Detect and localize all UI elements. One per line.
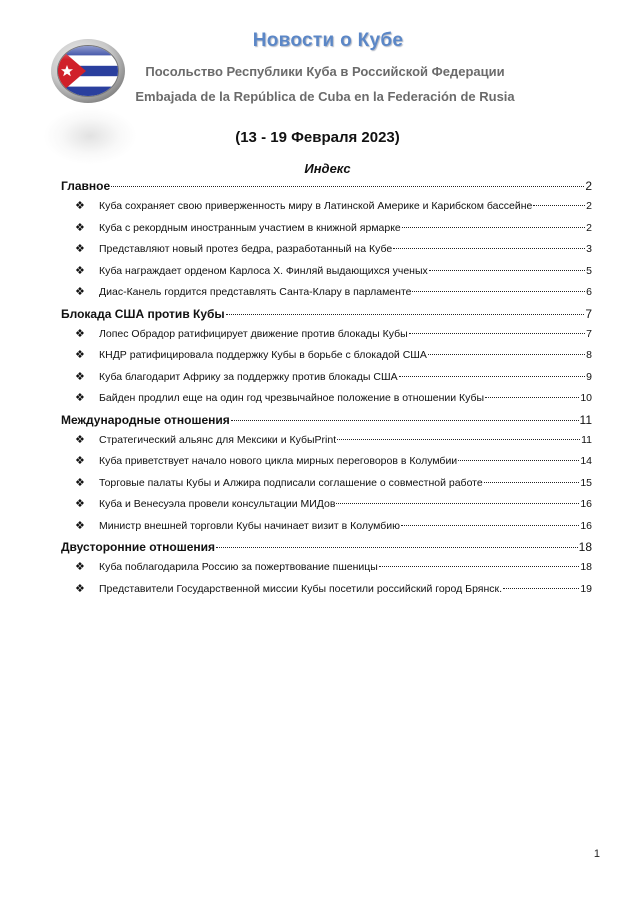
toc-entry-title: Торговые палаты Кубы и Алжира подписали соглашение о совместной работе — [99, 476, 483, 489]
dot-leader — [485, 396, 579, 398]
toc-section-heading[interactable] — [61, 176, 592, 196]
toc-entry-title: Министр внешней торговли Кубы начинает визит в Колумбию — [99, 519, 400, 532]
toc-entry[interactable] — [61, 324, 592, 346]
dot-leader — [503, 587, 579, 589]
toc-entry[interactable] — [61, 345, 592, 367]
toc-page-number: 10 — [580, 392, 592, 404]
diamond-bullet-icon: ❖ — [75, 498, 85, 510]
toc-entry-title: Стратегический альянс для Мексики и КубыPrint — [99, 433, 337, 446]
embassy-name-es: Embajada de la República de Cuba en la Federación de Rusia — [135, 89, 515, 104]
diamond-bullet-icon: ❖ — [75, 582, 85, 595]
toc-page-number: 19 — [580, 582, 592, 595]
diamond-bullet-icon: ❖ — [75, 561, 85, 573]
toc-entry-title: Куба с рекордным иностранным участием в книжной ярмарке — [99, 221, 401, 234]
toc-page-number: 3 — [586, 243, 592, 255]
masthead-title: Новости о Кубе — [252, 30, 404, 51]
toc-entry-title: КНДР ратифицировала поддержку Кубы в борьбе с блокадой США — [99, 349, 427, 361]
dot-leader — [216, 546, 578, 548]
dot-leader — [409, 332, 585, 334]
diamond-bullet-icon: ❖ — [75, 200, 85, 212]
dot-leader — [402, 226, 585, 228]
toc-page-number: 14 — [580, 455, 592, 467]
toc-entry[interactable] — [61, 218, 592, 240]
toc-section-title: Блокада США против Кубы — [61, 306, 225, 321]
toc-entry[interactable] — [61, 516, 592, 538]
toc-page-number: 16 — [580, 519, 592, 532]
toc-entry[interactable] — [61, 430, 592, 452]
toc-entry[interactable] — [61, 367, 592, 389]
dot-leader — [458, 459, 579, 461]
diamond-bullet-icon: ❖ — [75, 243, 85, 255]
issue-dates: (13 - 19 Февраля 2023) — [235, 129, 400, 146]
toc-page-number: 11 — [581, 433, 592, 446]
toc-entry[interactable] — [61, 494, 592, 516]
diamond-bullet-icon: ❖ — [75, 392, 85, 404]
dot-leader — [337, 438, 580, 440]
diamond-bullet-icon: ❖ — [75, 476, 85, 489]
diamond-bullet-icon: ❖ — [75, 264, 85, 277]
toc-entry-title: Представители Государственной миссии Кубы посетили российский город Брянск. — [99, 582, 503, 595]
toc-entry[interactable] — [61, 579, 592, 601]
page-number: 1 — [593, 848, 600, 860]
toc-page-number: 2 — [586, 200, 592, 212]
diamond-bullet-icon: ❖ — [75, 286, 85, 298]
dot-leader — [231, 419, 579, 421]
toc-entry-title: Куба приветствует начало нового цикла мирных переговоров в Колумбии — [99, 455, 458, 467]
toc-page-number: 7 — [585, 306, 592, 321]
toc-entry[interactable] — [61, 282, 592, 304]
toc-entry-title: Лопес Обрадор ратифицирует движение против блокады Кубы — [99, 327, 408, 340]
dot-leader — [379, 565, 580, 567]
toc-entry[interactable] — [61, 451, 592, 473]
toc-page-number: 6 — [586, 286, 592, 298]
dot-leader — [336, 502, 579, 504]
toc-page-number: 8 — [586, 349, 592, 361]
toc-entry[interactable] — [61, 473, 592, 495]
toc-entry-title: Представляют новый протез бедра, разработанный на Кубе — [99, 243, 393, 255]
toc-page-number: 5 — [586, 264, 592, 277]
dot-leader — [226, 313, 585, 315]
index-title: Индекс — [304, 161, 351, 176]
cuba-flag-icon — [50, 38, 126, 104]
toc-section-heading[interactable] — [61, 537, 592, 557]
toc-entry[interactable] — [61, 196, 592, 218]
toc-page-number: 2 — [586, 221, 592, 234]
dot-leader — [412, 290, 585, 292]
toc-page-number: 11 — [579, 412, 592, 427]
toc-page-number: 7 — [586, 327, 592, 340]
toc-page-number: 18 — [578, 540, 592, 554]
toc-section-title: Двусторонние отношения — [61, 540, 216, 554]
toc-entry[interactable] — [61, 557, 592, 579]
toc-page-number: 18 — [580, 561, 592, 573]
dot-leader — [533, 204, 585, 206]
toc-page-number: 9 — [586, 370, 592, 383]
dot-leader — [429, 269, 585, 271]
toc-page-number: 16 — [580, 498, 592, 510]
dot-leader — [484, 481, 580, 483]
dot-leader — [393, 247, 585, 249]
toc-entry[interactable] — [61, 239, 592, 261]
toc-entry-title: Куба и Венесуэла провели консультации МИДов — [99, 498, 336, 510]
toc-section-heading[interactable] — [61, 304, 592, 324]
toc-entry-title: Диас-Канель гордится представлять Санта-Клару в парламенте — [99, 286, 412, 298]
dot-leader — [428, 353, 585, 355]
dot-leader — [399, 375, 586, 377]
diamond-bullet-icon: ❖ — [75, 519, 85, 532]
toc-entry-title: Куба сохраняет свою приверженность миру в Латинской Америке и Карибском бассейне — [99, 200, 533, 212]
toc-entry-title: Куба награждает орденом Карлоса Х. Финляй выдающихся ученых — [99, 264, 428, 277]
toc-section-title: Международные отношения — [61, 412, 230, 427]
embassy-name-ru: Посольство Республики Куба в Российской Федерации — [145, 64, 505, 79]
toc-page-number: 15 — [580, 476, 592, 489]
diamond-bullet-icon: ❖ — [75, 327, 85, 340]
diamond-bullet-icon: ❖ — [75, 455, 85, 467]
toc-entry-title: Байден продлил еще на один год чрезвычайное положение в отношении Кубы — [99, 392, 485, 404]
toc-page-number: 2 — [585, 179, 592, 193]
toc-section-title: Главное — [61, 179, 111, 193]
toc-entry-title: Куба благодарит Африку за поддержку против блокады США — [99, 370, 398, 383]
toc-entry[interactable] — [61, 261, 592, 283]
toc-section-heading[interactable] — [61, 410, 592, 430]
diamond-bullet-icon: ❖ — [75, 221, 85, 234]
dot-leader — [401, 524, 579, 526]
dot-leader — [111, 185, 584, 187]
diamond-bullet-icon: ❖ — [75, 433, 85, 446]
toc-entry-title: Куба поблагодарила Россию за пожертвование пшеницы — [99, 561, 378, 573]
diamond-bullet-icon: ❖ — [75, 370, 85, 383]
table-of-contents — [61, 176, 592, 600]
diamond-bullet-icon: ❖ — [75, 349, 85, 361]
toc-entry[interactable] — [61, 388, 592, 410]
